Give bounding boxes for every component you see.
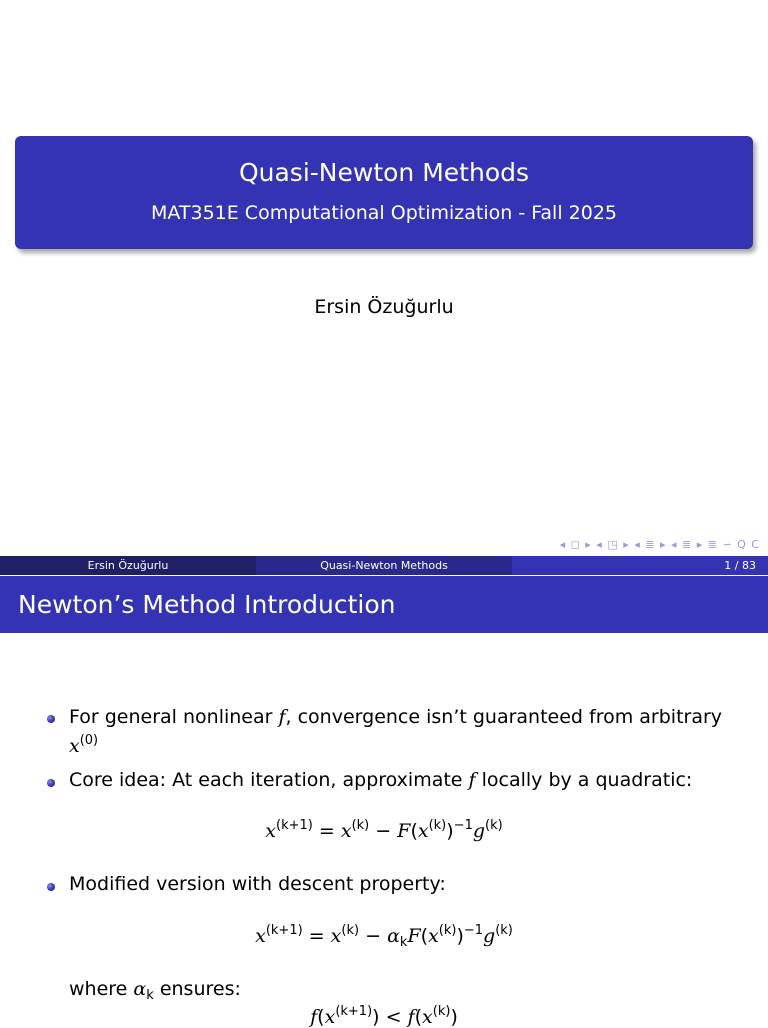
bullet-icon xyxy=(47,883,55,891)
footer-page-number: 1 / 83 xyxy=(512,556,768,575)
descent-condition-equation: $f(x^{(k+1)}) < f(x^{(k)})$ xyxy=(310,1004,458,1028)
bullet-icon xyxy=(47,715,55,723)
newton-update-equation: $x^{(k+1)} = x^{(k)} - F(x^{(k)})^{-1}g^{(k)}$ xyxy=(265,818,503,842)
presentation-subtitle: MAT351E Computational Optimization - Fall 2025 xyxy=(150,202,618,224)
list-item: Core idea: At each iteration, approximate f locally by a quadratic: xyxy=(69,769,693,791)
footline xyxy=(0,556,768,575)
author-name: Ersin Özuğurlu xyxy=(314,296,454,318)
footer-author: Ersin Özuğurlu xyxy=(0,556,256,575)
modified-newton-equation: $x^{(k+1)} = x^{(k)} - \alpha_kF(x^{(k)})^{-1}g^{(k)}$ xyxy=(255,923,513,950)
list-item: For general nonlinear f, convergence isn’t guaranteed from arbitrary xyxy=(69,706,723,728)
footer-title: Quasi-Newton Methods xyxy=(256,556,512,575)
list-item-continuation: $x^{(0)}$ xyxy=(69,733,99,757)
presentation-title: Quasi-Newton Methods xyxy=(238,158,530,187)
list-item: Modified version with descent property: xyxy=(69,873,446,895)
where-text: where $\alpha_k$ ensures: xyxy=(69,978,241,1003)
navigation-symbols[interactable]: ◂ ◻ ▸ ◂ ◳ ▸ ◂ ≣ ▸ ◂ ≣ ▸ ≣ ∽ Q C xyxy=(559,538,760,551)
frame-title: Newton’s Method Introduction xyxy=(0,576,768,633)
title-block xyxy=(15,136,753,249)
bullet-icon xyxy=(47,779,55,787)
